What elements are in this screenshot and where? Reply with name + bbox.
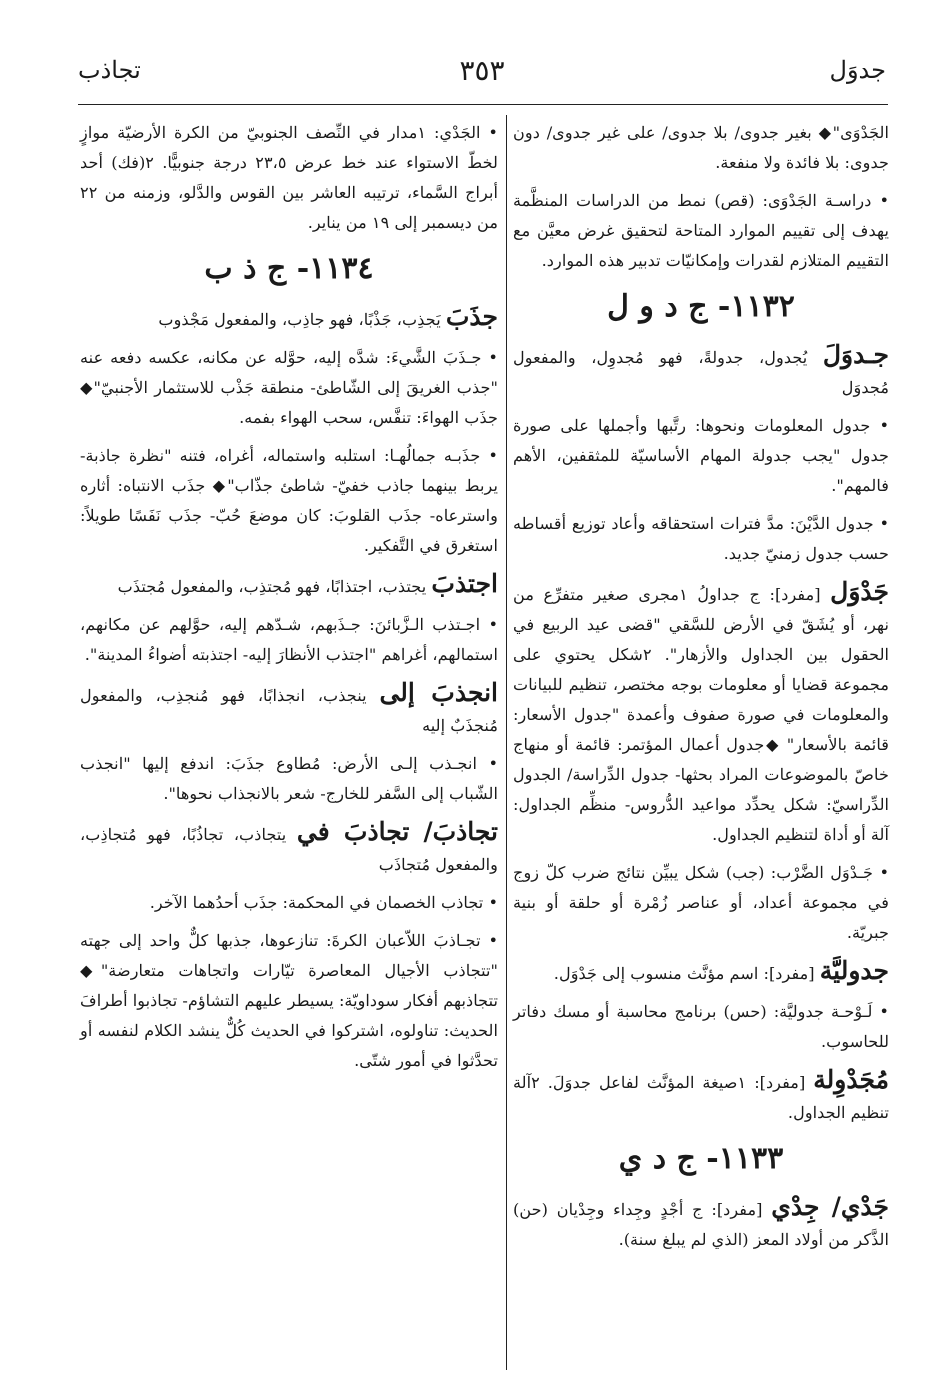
definition-paragraph: • الجَدْي: ١مدار في النِّصف الجنوبيّ من الكرة الأرضيّة موازٍ لخطّ الاستواء عند خط عرض ٢٣،٥ درجة جنوبيًّا. ٢(فك) أحد أبراج السَّماء، ترتيبه العاشر بين القوس والدَّلو، وزمنه من ٢٢ من ديسمبر إلى ١٩ من يناير.	[80, 118, 498, 238]
entry-headword: انجذبَ إلى	[379, 678, 498, 707]
entry-inflection: يجتذب، اجتذابًا، فهو مُجتذِب، والمفعول مُجتذَب	[117, 577, 427, 596]
definition-paragraph: • لَـوْحـة جدوليَّة: (حس) برنامج محاسبة أو مسك دفاتر للحاسوب.	[513, 997, 889, 1057]
definition-paragraph: • جـذَبَ الشَّيءَ: شدَّه إليه، حوَّله عن مكانه، عكسه دفعه عنه "جذب الغريقَ إلى الشّاطئ- منطقة جَذْب للاستثمار الأجنبيّ"◆ جذَب الهواءَ: تنفَّس، سحب الهواء بفمه.	[80, 343, 498, 433]
entry-inflection: ينجذب، انجذابًا، فهو مُنجذِب، والمفعول مُنجذَبٌ إليه	[80, 686, 498, 735]
entry-definition: [مفرد]: ١صيغة المؤنَّث لفاعل جدوَلَ. ٢آلة تنظيم الجداول.	[513, 1073, 889, 1122]
entry	[513, 1065, 889, 1128]
definition-paragraph: • جدول المعلومات ونحوها: رتَّبها وأجملها على صورة جدول "يجب جدولة المهام الأساسيّة للمثقفين، الأهم فالمهم".	[513, 411, 889, 501]
entry-inflection: يتجاذب، تجاذُبًا، فهو مُتجاذِب، والمفعول مُتجاذَب	[80, 825, 498, 874]
header-guide-word-left: تجاذب	[78, 56, 141, 84]
entry-inflection: يُجدول، جدولةً، فهو مُجدوِل، والمفعول مُجدوَل	[513, 348, 889, 397]
definition-paragraph: • جذَبـه جمالُهـا: استلبه واستماله، أغراه، فتنه "نظرة جاذبة- يربط بينهما جاذب خفيّ- شاطئ جذّاب"◆ جذَب الانتباه: أثاره واسترعاه- جذَب القلوبَ: كان موضعَ حُبّ- جذَب نَفَسًا طويلاً: استغرق في التَّفكير.	[80, 441, 498, 561]
entry	[80, 678, 498, 741]
entry	[513, 956, 889, 989]
entry-headword: مُجَدْوِلة	[813, 1065, 889, 1094]
entry	[513, 577, 889, 850]
definition-paragraph: الجَدْوَى"◆ بغير جدوى/ بلا جدوى/ على غير جدوى/ دون جدوى: بلا فائدة ولا منفعة.	[513, 123, 889, 172]
definition-paragraph: • جَـدْوَل الضَّرْب: (جب) شكل يبيِّن نتائج ضرب كلّ زوج في مجموعة أعداد، أو عناصر زُمْرة أو حلقة أو بنية جبريّة.	[513, 858, 889, 948]
root-heading: ١١٣٤- ج ذ ب	[204, 251, 374, 286]
definition-paragraph: • اجـتذب الـزَّبائنَ: جـذَبهم، شـدّهم إليه، حوَّلهم عن مكانهم، استمالهم، أغراهم "اجتذب الأنظارَ إليه- اجتذبته أضواءُ المدينة".	[80, 610, 498, 670]
entry-definition: [مفرد]: اسم مؤنَّث منسوب إلى جَدْوَل.	[553, 964, 815, 983]
page-number: ٣٥٣	[459, 54, 505, 87]
right-column	[513, 118, 889, 1263]
entry	[513, 340, 889, 403]
header-rule	[78, 104, 888, 105]
entry-inflection: يَجذِب، جَذْبًا، فهو جاذِب، والمفعول مَجْذوب	[158, 310, 441, 329]
entry	[513, 1192, 889, 1255]
entry-headword: جَدْي/ جِدْي	[771, 1192, 890, 1221]
entry-headword: جَدْوَل	[830, 577, 889, 606]
definition-paragraph: • جدول الدَّيْنَ: مدَّ فترات استحقاقه وأعاد توزيع أقساطه حسب جدول زمنيّ جديد.	[513, 509, 889, 569]
entry-headword: جدوليَّة	[819, 956, 889, 985]
page-header	[78, 52, 886, 96]
root-heading: ١١٣٢- ج د و ل	[607, 289, 795, 324]
entry	[80, 817, 498, 880]
entry-headword: تجاذبَ/ تجاذبَ في	[296, 817, 498, 846]
column-divider	[506, 115, 507, 1370]
left-column	[80, 118, 498, 1084]
entry	[80, 569, 498, 602]
entry-headword: اجتذبَ	[431, 569, 498, 598]
entry-definition: [مفرد]: ج جداولُ ١مجرى صغير متفرِّع من نهر، أو يُشَقّ في الأرض للسَّقي "قضى عيد الربيع في الحقول بين الجداول والأزهار". ٢شكل يحتوي على مجموعة قضايا أو معلومات بوجه مختصر، تنظيم للبيانات والمعلومات في صورة صفوف وأعمدة "جدول الأسعار: قائمة بالأسعار" ◆جدول أعمال المؤتمر: قائمة أو منهاج خاصّ بالموضوعات المراد بحثها- جدول الدِّراسة/ الجدول الدِّراسيّ: شكل يحدِّد مواعيد الدُّروس- منظِّم الجداول: آلة أو أداة لتنظيم الجداول.	[513, 585, 889, 844]
entry-headword: جـدوَلَ	[822, 340, 889, 369]
root-heading: ١١٣٣- ج د ي	[618, 1141, 784, 1176]
definition-paragraph: • تجاذب الخصمان في المحكمة: جذَب أحدُهما الآخر.	[80, 888, 498, 918]
definition-paragraph: • تجـاذبَ اللاّعبان الكرةَ: تنازعوها، جذبها كلٌّ واحد إلى جهته "تتجاذب الأجيال المعاصرة تيّارات واتجاهات متعارضة"◆ تتجاذبهم أفكار سوداويّة: يسيطر عليهم التشاؤم- تجاذبوا أطرافَ الحديث: تناولوه، اشتركوا في الحديث كُلٌّ ينشد الكلام لنفسه أو تحدَّثوا في أمور شتّى.	[80, 926, 498, 1076]
header-guide-word-right: جدوَل	[829, 56, 886, 84]
definition-paragraph: • انجـذب إلـى الأرض: مُطاوع جذَبَ: اندفع إليها "انجذب الشّباب إلى السَّفر للخارج- شعر بالانجذاب نحوها".	[80, 749, 498, 809]
entry-headword: جذَبَ	[445, 302, 498, 331]
entry	[80, 302, 498, 335]
definition-paragraph: • دراسـة الجَدْوَى: (قص) نمط من الدراسات المنظَّمة يهدف إلى تقييم الموارد المتاحة لتحقيق غرض معيَّن مع التقييم المتلازم لقدرات وإمكانيّات تدبير هذه الموارد.	[513, 186, 889, 276]
entry-definition: [مفرد]: ج أجْدٍ وجِداء وجِدْيان (حن) الذَّكر من أولاد المعز (الذي لم يبلغ سنة).	[513, 1200, 889, 1249]
